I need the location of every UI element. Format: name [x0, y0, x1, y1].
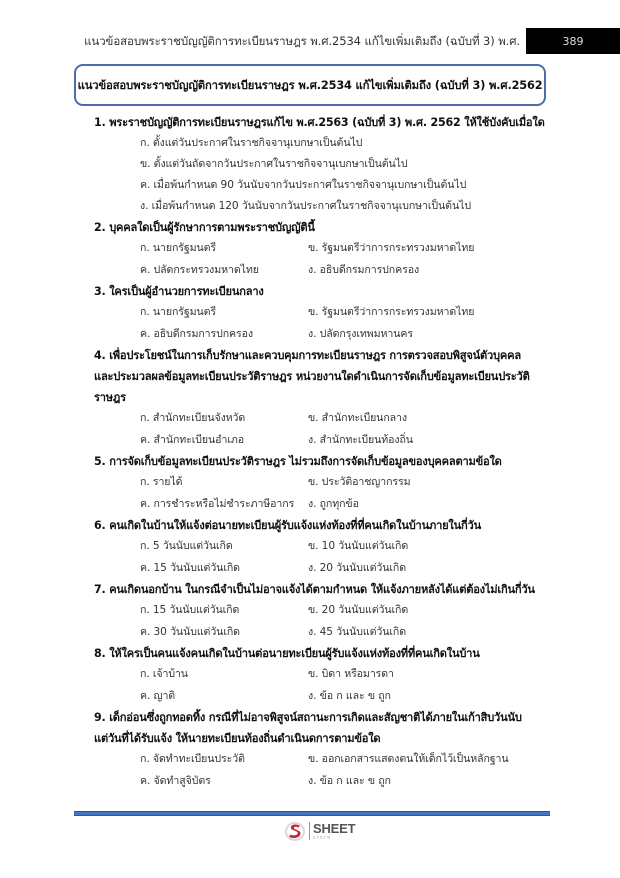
- choice-b: ข. ออกเอกสารแสดงตนให้เด็กไว้เป็นหลักฐาน: [308, 753, 509, 765]
- sheet-store-logo: [284, 819, 355, 843]
- choice-a: ก. สำนักทะเบียนจังหวัด: [140, 412, 246, 424]
- choice-d: ง. ข้อ ก และ ข ถูก: [308, 774, 391, 787]
- question-2: [94, 217, 534, 281]
- document-title: แนวข้อสอบพระราชบัญญัติการทะเบียนราษฎร พ.ศ.2534 แก้ไขเพิ่มเติมถึง (ฉบับที่ 3) พ.ศ.2562: [77, 79, 543, 92]
- choice-a: ก. 5 วันนับแต่วันเกิด: [140, 540, 233, 552]
- question-text: 7. คนเกิดนอกบ้าน ในกรณีจำเป็นไม่อาจแจ้งได้ตามกำหนด ให้แจ้งภายหลังได้แต่ต้องไม่เกินกี่วัน: [94, 583, 535, 596]
- choice-c: ค. เมื่อพ้นกำหนด 90 วันนับจากวันประกาศในราชกิจจานุเบกษาเป็นต้นไป: [140, 179, 467, 191]
- choices: [94, 302, 534, 345]
- choices: [94, 472, 534, 515]
- logo-wordmark: [313, 822, 355, 841]
- choice-b: ข. ประวัติอาชญากรรม: [308, 476, 411, 488]
- choice-c: ค. อธิบดีกรมการปกครอง: [140, 327, 253, 340]
- choice-d: ง. ปลัดกรุงเทพมหานคร: [308, 327, 414, 340]
- choice-d: ง. เมื่อพ้นกำหนด 120 วันนับจากวันประกาศในราชกิจจานุเบกษาเป็นต้นไป: [140, 200, 471, 212]
- choices: [94, 600, 534, 643]
- choice-b: ข. บิดา หรือมารดา: [308, 668, 394, 680]
- footer-divider: [74, 811, 550, 816]
- choice-a: ก. จัดทำทะเบียนประวัติ: [140, 753, 245, 765]
- question-1: [94, 112, 545, 217]
- choices: [94, 408, 534, 451]
- question-text: 1. พระราชบัญญัติการทะเบียนราษฎรแก้ไข พ.ศ.2563 (ฉบับที่ 3) พ.ศ. 2562 ให้ใช้บังคับเมื่อใด: [94, 116, 545, 129]
- choice-d: ง. 45 วันนับแต่วันเกิด: [308, 625, 407, 638]
- logo-sub-text: store: [313, 834, 332, 841]
- question-text: 8. ให้ใครเป็นคนแจ้งคนเกิดในบ้านต่อนายทะเบียนผู้รับแจ้งแห่งท้องที่ที่คนเกิดในบ้าน: [94, 647, 480, 660]
- question-5: [94, 451, 534, 515]
- question-text: 4. เพื่อประโยชน์ในการเก็บรักษาและควบคุมการทะเบียนราษฎร การตรวจสอบพิสูจน์ตัวบุคคลและประมวลผลข้อมูลทะเบียนประวัติราษฎร หน่วยงานใดดำเนินการจัดเก็บข้อมูลทะเบียนประวัติราษฎร: [94, 349, 530, 404]
- choice-b: ข. 20 วันนับแต่วันเกิด: [308, 604, 409, 616]
- choice-a: ก. ตั้งแต่วันประกาศในราชกิจจานุเบกษาเป็นต้นไป: [140, 137, 363, 149]
- question-text: 6. คนเกิดในบ้านให้แจ้งต่อนายทะเบียนผู้รับแจ้งแห่งท้องที่ที่คนเกิดในบ้านภายในกี่วัน: [94, 519, 481, 532]
- choice-a: ก. รายได้: [140, 476, 183, 488]
- choice-c: ค. ปลัดกระทรวงมหาดไทย: [140, 263, 259, 276]
- choices: [94, 238, 534, 281]
- choices: [94, 664, 534, 707]
- choice-d: ง. สำนักทะเบียนท้องถิ่น: [308, 433, 413, 446]
- choice-c: ค. 30 วันนับแต่วันเกิด: [140, 625, 240, 638]
- choice-a: ก. นายกรัฐมนตรี: [140, 242, 216, 254]
- choice-b: ข. สำนักทะเบียนกลาง: [308, 412, 407, 424]
- choice-c: ค. 15 วันนับแต่วันเกิด: [140, 561, 240, 574]
- choice-c: ค. จัดทำสูจิบัตร: [140, 774, 211, 787]
- choice-b: ข. รัฐมนตรีว่าการกระทรวงมหาดไทย: [308, 242, 475, 254]
- choice-c: ค. ญาติ: [140, 689, 176, 702]
- page-header: [0, 28, 620, 54]
- sheet-store-s-logo-icon: [284, 820, 306, 842]
- choice-b: ข. 10 วันนับแต่วันเกิด: [308, 540, 409, 552]
- choice-d: ง. 20 วันนับแต่วันเกิด: [308, 561, 407, 574]
- choice-b: ข. รัฐมนตรีว่าการกระทรวงมหาดไทย: [308, 306, 475, 318]
- document-title-box: [74, 64, 546, 106]
- choices: [94, 536, 534, 579]
- question-text: 2. บุคคลใดเป็นผู้รักษาการตามพระราชบัญญัตินี้: [94, 221, 315, 234]
- question-9: [94, 707, 534, 792]
- page-number: 389: [526, 28, 620, 54]
- logo-divider: [309, 822, 310, 840]
- choice-d: ง. ถูกทุกข้อ: [308, 497, 359, 510]
- choices: [94, 133, 534, 217]
- choice-a: ก. 15 วันนับแต่วันเกิด: [140, 604, 240, 616]
- question-text: 5. การจัดเก็บข้อมูลทะเบียนประวัติราษฎร ไม่รวมถึงการจัดเก็บข้อมูลของบุคคลตามข้อใด: [94, 455, 502, 468]
- question-3: [94, 281, 534, 345]
- question-4: [94, 345, 534, 451]
- question-6: [94, 515, 534, 579]
- choice-d: ง. ข้อ ก และ ข ถูก: [308, 689, 391, 702]
- choice-b: ข. ตั้งแต่วันถัดจากวันประกาศในราชกิจจานุเบกษาเป็นต้นไป: [140, 158, 408, 170]
- running-title: แนวข้อสอบพระราชบัญญัติการทะเบียนราษฎร พ.ศ.2534 แก้ไขเพิ่มเติมถึง (ฉบับที่ 3) พ.ศ.: [84, 34, 520, 48]
- question-8: [94, 643, 534, 707]
- choices: [94, 749, 534, 792]
- question-7: [94, 579, 534, 643]
- choice-a: ก. นายกรัฐมนตรี: [140, 306, 216, 318]
- question-text: 9. เด็กอ่อนซึ่งถูกทอดทิ้ง กรณีที่ไม่อาจพิสูจน์สถานะการเกิดและสัญชาติได้ภายในเก้าสิบวันนับแต่วันที่ได้รับแจ้ง ให้นายทะเบียนท้องถิ่นดำเนินดการตามข้อใด: [94, 711, 522, 745]
- question-text: 3. ใครเป็นผู้อำนวยการทะเบียนกลาง: [94, 285, 264, 298]
- logo-brand-text: SHEET: [313, 820, 356, 836]
- choice-c: ค. สำนักทะเบียนอำเภอ: [140, 433, 245, 446]
- choice-d: ง. อธิบดีกรมการปกครอง: [308, 263, 420, 276]
- choice-a: ก. เจ้าบ้าน: [140, 668, 188, 680]
- choice-c: ค. การชำระหรือไม่ชำระภาษีอากร: [140, 497, 295, 510]
- question-list: [94, 112, 545, 792]
